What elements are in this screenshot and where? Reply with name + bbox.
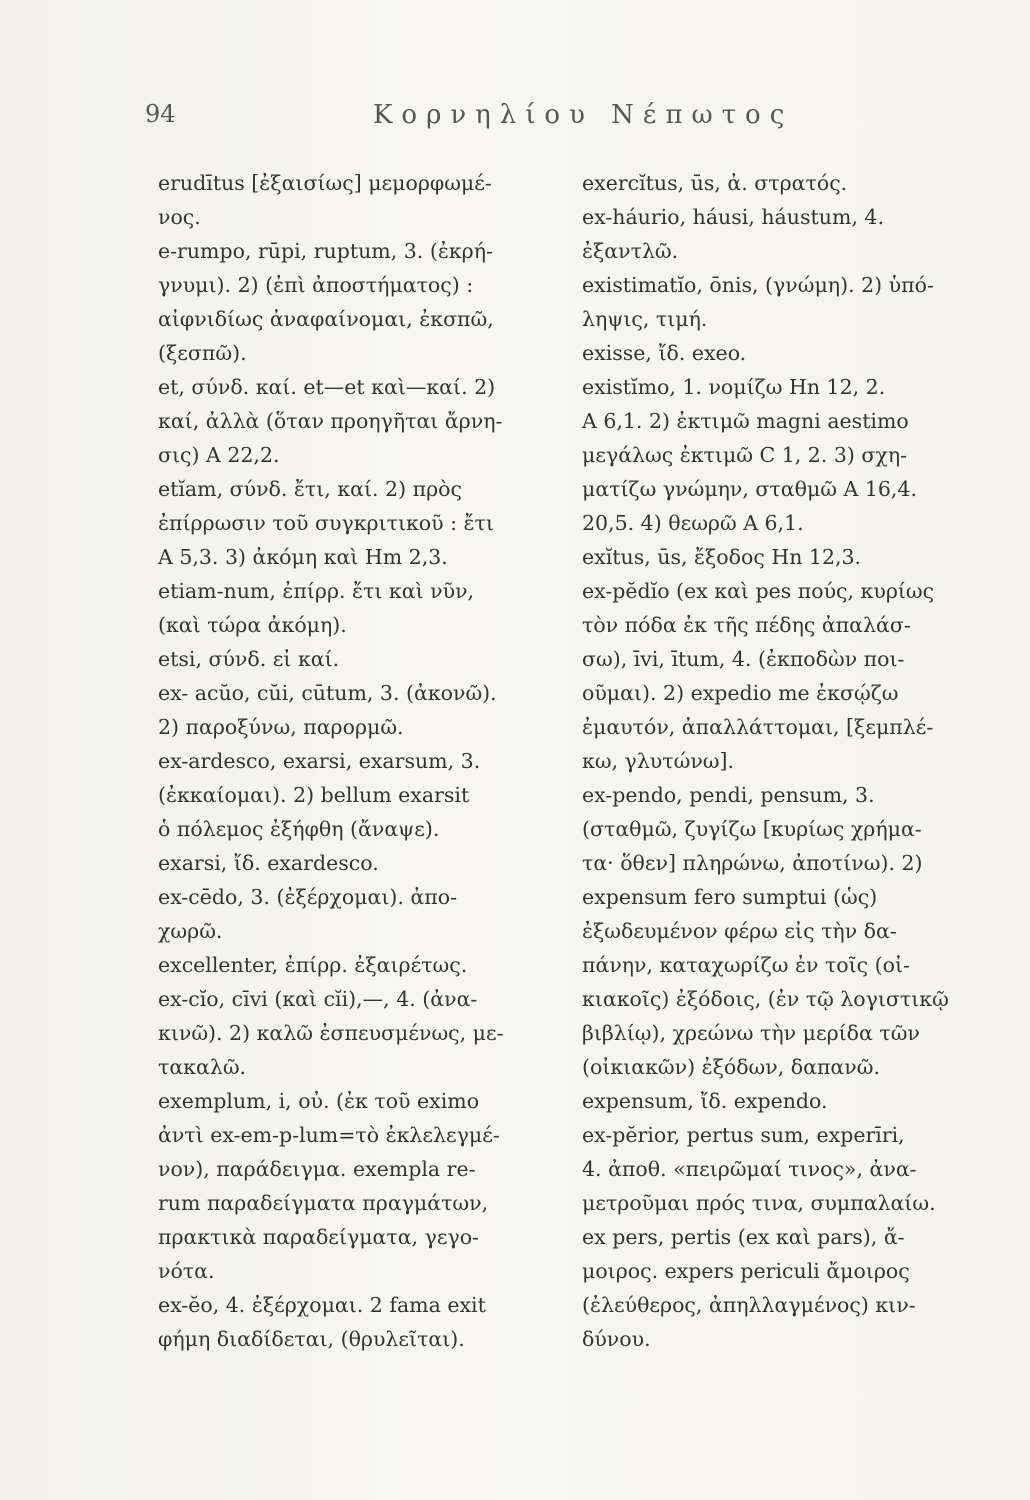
dictionary-line: ματίζω γνώμην, σταθμῶ A 16,4. — [582, 477, 917, 501]
dictionary-line: ἐμαυτόν, ἀπαλλάττομαι, [ξεμπλέ- — [582, 715, 934, 739]
dictionary-line: κιακοῖς) ἐξόδοις, (ἐν τῷ λογιστικῷ — [582, 987, 949, 1011]
dictionary-line: A 6,1. 2) ἐκτιμῶ magni aestimo — [582, 409, 909, 433]
dictionary-line: exemplum, i, οὐ. (ἐκ τοῦ eximo — [158, 1089, 480, 1113]
dictionary-line: ex-pendo, pendi, pensum, 3. — [582, 783, 875, 807]
dictionary-line: ex-cēdo, 3. (ἐξέρχομαι). ἀπο- — [158, 885, 457, 909]
dictionary-line: αἰφνιδίως ἀναφαίνομαι, ἐκσπῶ, — [158, 307, 494, 331]
dictionary-line: e-rumpo, rūpi, ruptum, 3. (ἐκρή- — [158, 239, 493, 263]
dictionary-line: A 5,3. 3) ἀκόμη καὶ Hm 2,3. — [158, 545, 448, 569]
running-title: Κορνηλίου Νέπωτος — [373, 100, 794, 130]
dictionary-line: 4. ἀποθ. «πειρῶμαί τινος», ἀνα- — [582, 1157, 917, 1181]
dictionary-line: φήμη διαδίδεται, (θρυλεῖται). — [158, 1327, 465, 1351]
dictionary-line: existimatĭo, ōnis, (γνώμη). 2) ὑπό- — [582, 273, 934, 297]
dictionary-line: ἀντὶ ex-em-p-lum=τὸ ἐκλελεγμέ- — [158, 1123, 500, 1147]
dictionary-line: ληψις, τιμή. — [582, 307, 708, 331]
dictionary-line: ex pers, pertis (ex καὶ pars), ἄ- — [582, 1225, 905, 1249]
dictionary-line: (ἐλεύθερος, ἀπηλλαγμένος) κιν- — [582, 1293, 916, 1317]
dictionary-line: ex-pĕdĭo (ex καὶ pes πούς, κυρίως — [582, 579, 935, 603]
dictionary-line: πρακτικὰ παραδείγματα, γεγο- — [158, 1225, 479, 1249]
dictionary-line: τα· ὅθεν] πληρώνω, ἀποτίνω). 2) — [582, 851, 923, 875]
dictionary-line: exercĭtus, ūs, ἀ. στρατός. — [582, 171, 848, 195]
dictionary-line: excellenter, ἐπίρρ. ἐξαιρέτως. — [158, 953, 468, 977]
dictionary-line: οῦμαι). 2) expedio me ἐκσῴζω — [582, 681, 899, 705]
dictionary-line: rum παραδείγματα πραγμάτων, — [158, 1191, 489, 1215]
dictionary-line: (καὶ τώρα ἀκόμη). — [158, 613, 347, 637]
dictionary-line: etĭam, σύνδ. ἔτι, καί. 2) πρὸς — [158, 477, 462, 501]
dictionary-line: κω, γλυτώνω]. — [582, 749, 735, 773]
dictionary-line: δύνου. — [582, 1327, 651, 1351]
dictionary-line: exarsi, ἴδ. exardesco. — [158, 851, 379, 875]
dictionary-line: γνυμι). 2) (ἐπὶ ἀποστήματος) : — [158, 273, 474, 297]
dictionary-line: τακαλῶ. — [158, 1055, 247, 1079]
dictionary-line: ex-ardesco, exarsi, exarsum, 3. — [158, 749, 481, 773]
dictionary-line: ex-ĕo, 4. ἐξέρχομαι. 2 fama exit — [158, 1293, 486, 1317]
dictionary-line: existĭmo, 1. νομίζω Hn 12, 2. — [582, 375, 886, 399]
page-header — [145, 100, 975, 140]
dictionary-line: erudītus [ἐξαισίως] μεμορφωμέ- — [158, 171, 492, 195]
dictionary-line: ex-cĭo, cīvi (καὶ cĭi),—, 4. (ἀνα- — [158, 987, 478, 1011]
dictionary-line: νος. — [158, 205, 201, 229]
dictionary-line: πάνην, καταχωρίζω ἐν τοῖς (οἰ- — [582, 953, 910, 977]
dictionary-line: βιβλίῳ), χρεώνω τὴν μερίδα τῶν — [582, 1021, 920, 1045]
dictionary-line: expensum, ἴδ. expendo. — [582, 1089, 828, 1113]
dictionary-line: exĭtus, ūs, ἔξοδος Hn 12,3. — [582, 545, 862, 569]
dictionary-line: μεγάλως ἐκτιμῶ C 1, 2. 3) σχη- — [582, 443, 908, 467]
dictionary-line: expensum fero sumptui (ὡς) — [582, 885, 878, 909]
left-column — [158, 166, 566, 1356]
dictionary-line: 20,5. 4) θεωρῶ A 6,1. — [582, 511, 804, 535]
dictionary-line: μετροῦμαι πρός τινα, συμπαλαίω. — [582, 1191, 936, 1215]
dictionary-line: (οἰκιακῶν) ἐξόδων, δαπανῶ. — [582, 1055, 880, 1079]
dictionary-line: etiam-num, ἐπίρρ. ἔτι καὶ νῦν, — [158, 579, 475, 603]
dictionary-line: ex- acŭo, cŭi, cūtum, 3. (ἀκονῶ). — [158, 681, 497, 705]
dictionary-line: (ἐκκαίομαι). 2) bellum exarsit — [158, 783, 470, 807]
dictionary-line: σω), īvi, ītum, 4. (ἐκποδὼν ποι- — [582, 647, 905, 671]
dictionary-line: ex-pĕrior, pertus sum, experīri, — [582, 1123, 905, 1147]
dictionary-line: μοιρος. expers periculi ἄμοιρος — [582, 1259, 910, 1283]
dictionary-line: ἐξαντλῶ. — [582, 239, 679, 263]
dictionary-line: κινῶ). 2) καλῶ ἐσπευσμένως, με- — [158, 1021, 504, 1045]
dictionary-line: exisse, ἴδ. exeo. — [582, 341, 747, 365]
dictionary-line: ὁ πόλεμος ἐξήφθη (ἄναψε). — [158, 817, 440, 841]
dictionary-line: ἐξωδευμένον φέρω εἰς τὴν δα- — [582, 919, 897, 943]
right-column — [582, 166, 980, 1356]
dictionary-line: νον), παράδειγμα. exempla re- — [158, 1157, 476, 1181]
page-number: 94 — [145, 100, 176, 128]
dictionary-line: σις) A 22,2. — [158, 443, 280, 467]
dictionary-line: ex-háurio, háusi, háustum, 4. — [582, 205, 884, 229]
dictionary-line: τὸν πόδα ἐκ τῆς πέδης ἀπαλάσ- — [582, 613, 911, 637]
dictionary-line: νότα. — [158, 1259, 215, 1283]
dictionary-line: ἐπίρρωσιν τοῦ συγκριτικοῦ : ἔτι — [158, 511, 494, 535]
dictionary-line: καί, ἀλλὰ (ὅταν προηγῆται ἄρνη- — [158, 409, 503, 433]
dictionary-line: etsi, σύνδ. εἰ καί. — [158, 647, 340, 671]
dictionary-line: 2) παροξύνω, παρορμῶ. — [158, 715, 404, 739]
dictionary-line: et, σύνδ. καί. et—et καὶ—καί. 2) — [158, 375, 496, 399]
dictionary-line: χωρῶ. — [158, 919, 223, 943]
dictionary-line: (ξεσπῶ). — [158, 341, 247, 365]
dictionary-line: (σταθμῶ, ζυγίζω [κυρίως χρήμα- — [582, 817, 922, 841]
